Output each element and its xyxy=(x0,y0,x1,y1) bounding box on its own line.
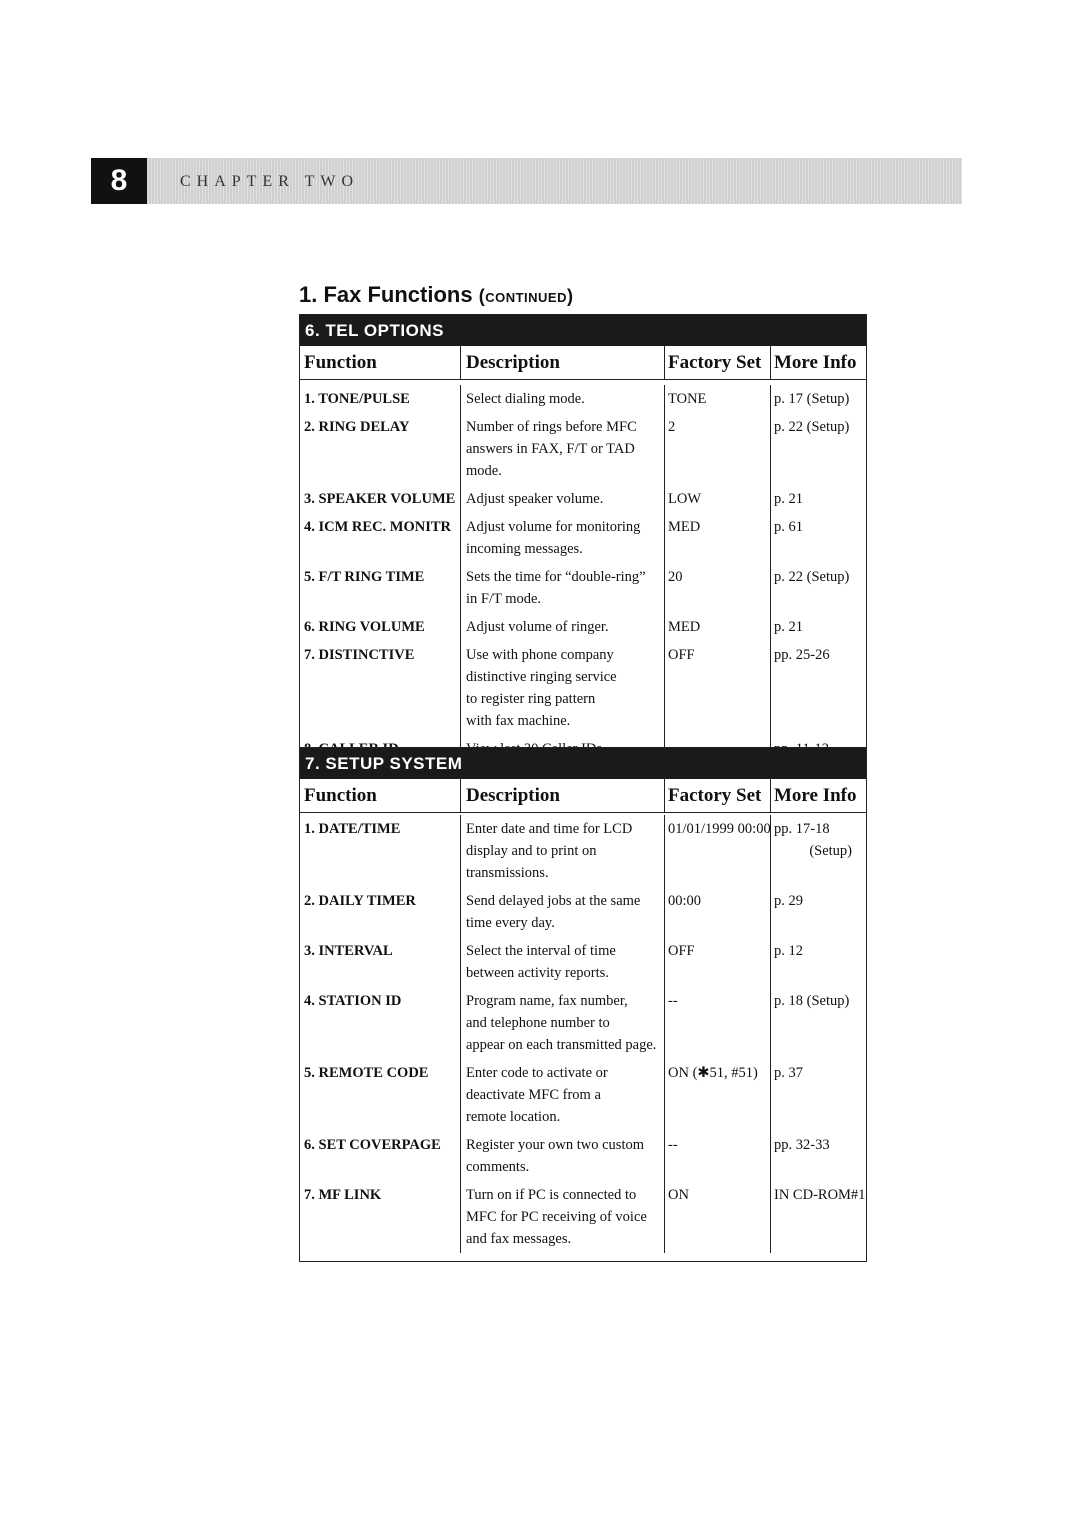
table-row xyxy=(300,641,866,735)
row-factory-set: OFF xyxy=(665,937,771,987)
section-continued: (continued) xyxy=(478,286,574,306)
row-function: 1. TONE/PULSE xyxy=(300,385,461,413)
row-more-info: p. 12 xyxy=(774,943,803,959)
row-function: 2. DAILY TIMER xyxy=(300,887,461,937)
row-description: Enter code to activate or deactivate MFC from a remote location. xyxy=(461,1059,665,1131)
row-more-info: p. 17 (Setup) xyxy=(774,391,850,407)
row-more-info: p. 22 (Setup) xyxy=(774,419,850,435)
row-more-info: p. 22 (Setup) xyxy=(774,569,850,585)
row-factory-set: 00:00 xyxy=(665,887,771,937)
row-function: 4. STATION ID xyxy=(300,987,461,1059)
table-row xyxy=(300,563,866,613)
table-row xyxy=(300,887,866,937)
row-more-info: p. 18 (Setup) xyxy=(774,993,850,1009)
row-more-info: p. 61 xyxy=(774,519,803,535)
row-factory-set: 2 xyxy=(665,413,771,485)
tel-options-body xyxy=(300,380,866,765)
chapter-title: CHAPTER TWO xyxy=(180,173,360,190)
header-function: Function xyxy=(300,346,461,379)
tel-options-table xyxy=(299,314,867,766)
row-factory-set: MED xyxy=(665,613,771,641)
row-more-info: pp. 25-26 xyxy=(774,647,830,663)
header-factory-set: Factory Set xyxy=(665,779,771,812)
table-row xyxy=(300,987,866,1059)
row-factory-set: 01/01/1999 00:00 xyxy=(665,815,771,887)
row-function: 6. RING VOLUME xyxy=(300,613,461,641)
row-description: Adjust speaker volume. xyxy=(461,485,665,513)
row-more-info xyxy=(771,815,866,887)
row-description: Adjust volume of ringer. xyxy=(461,613,665,641)
row-description: Number of rings before MFC answers in FAX, F/T or TAD mode. xyxy=(461,413,665,485)
row-function: 3. SPEAKER VOLUME xyxy=(300,485,461,513)
row-description: Select dialing mode. xyxy=(461,385,665,413)
header-function: Function xyxy=(300,779,461,812)
setup-system-table xyxy=(299,747,867,1262)
row-function: 2. RING DELAY xyxy=(300,413,461,485)
row-description: Turn on if PC is connected to MFC for PC receiving of voice and fax messages. xyxy=(461,1181,665,1253)
table-row xyxy=(300,513,866,563)
row-more-info: p. 37 xyxy=(774,1065,803,1081)
header-factory-set: Factory Set xyxy=(665,346,771,379)
row-factory-set: ON xyxy=(665,1181,771,1253)
row-more-info: p. 21 xyxy=(774,491,803,507)
row-function: 7. MF LINK xyxy=(300,1181,461,1253)
row-more-info: p. 29 xyxy=(774,893,803,909)
more-info-line: (Setup) xyxy=(809,843,852,859)
header-more-info: More Info xyxy=(774,785,857,806)
header-description: Description xyxy=(461,346,665,379)
table-row xyxy=(300,1059,866,1131)
row-factory-set: OFF xyxy=(665,641,771,735)
setup-system-banner: 7. SETUP SYSTEM xyxy=(300,748,866,779)
table-row xyxy=(300,613,866,641)
table-row xyxy=(300,413,866,485)
row-description: Send delayed jobs at the same time every day. xyxy=(461,887,665,937)
section-title xyxy=(299,282,573,308)
table-row xyxy=(300,385,866,413)
row-function: 5. REMOTE CODE xyxy=(300,1059,461,1131)
row-more-info: IN CD-ROM#1 xyxy=(774,1187,866,1203)
row-factory-set: TONE xyxy=(665,385,771,413)
table-row xyxy=(300,937,866,987)
row-description: Select the interval of time between activity reports. xyxy=(461,937,665,987)
row-description: Sets the time for “double-ring” in F/T mode. xyxy=(461,563,665,613)
row-more-info: p. 21 xyxy=(774,619,803,635)
row-description: Enter date and time for LCD display and to print on transmissions. xyxy=(461,815,665,887)
row-factory-set: LOW xyxy=(665,485,771,513)
table-row xyxy=(300,1181,866,1253)
chapter-number: 8 xyxy=(91,158,147,204)
table-row xyxy=(300,485,866,513)
row-factory-set: ON (✱51, #51) xyxy=(665,1059,771,1131)
setup-system-body xyxy=(300,813,866,1261)
row-function: 7. DISTINCTIVE xyxy=(300,641,461,735)
row-function: 4. ICM REC. MONITR xyxy=(300,513,461,563)
header-more-info: More Info xyxy=(774,352,857,373)
row-description: Register your own two custom comments. xyxy=(461,1131,665,1181)
table-row xyxy=(300,815,866,887)
row-description: Adjust volume for monitoring incoming messages. xyxy=(461,513,665,563)
row-description: Use with phone company distinctive ringing service to register ring pattern with fax machine. xyxy=(461,641,665,735)
header-description: Description xyxy=(461,779,665,812)
row-more-info: pp. 32-33 xyxy=(774,1137,830,1153)
row-function: 1. DATE/TIME xyxy=(300,815,461,887)
row-function: 5. F/T RING TIME xyxy=(300,563,461,613)
row-factory-set: 20 xyxy=(665,563,771,613)
row-function: 6. SET COVERPAGE xyxy=(300,1131,461,1181)
row-function: 3. INTERVAL xyxy=(300,937,461,987)
table-header-row xyxy=(300,779,866,813)
more-info-line: pp. 17-18 xyxy=(774,821,830,837)
table-row xyxy=(300,1131,866,1181)
row-description: Program name, fax number, and telephone number to appear on each transmitted page. xyxy=(461,987,665,1059)
row-factory-set: -- xyxy=(665,1131,771,1181)
row-factory-set: MED xyxy=(665,513,771,563)
row-factory-set: -- xyxy=(665,987,771,1059)
table-header-row xyxy=(300,346,866,380)
section-title-text: 1. Fax Functions xyxy=(299,282,473,307)
tel-options-banner: 6. TEL OPTIONS xyxy=(300,315,866,346)
